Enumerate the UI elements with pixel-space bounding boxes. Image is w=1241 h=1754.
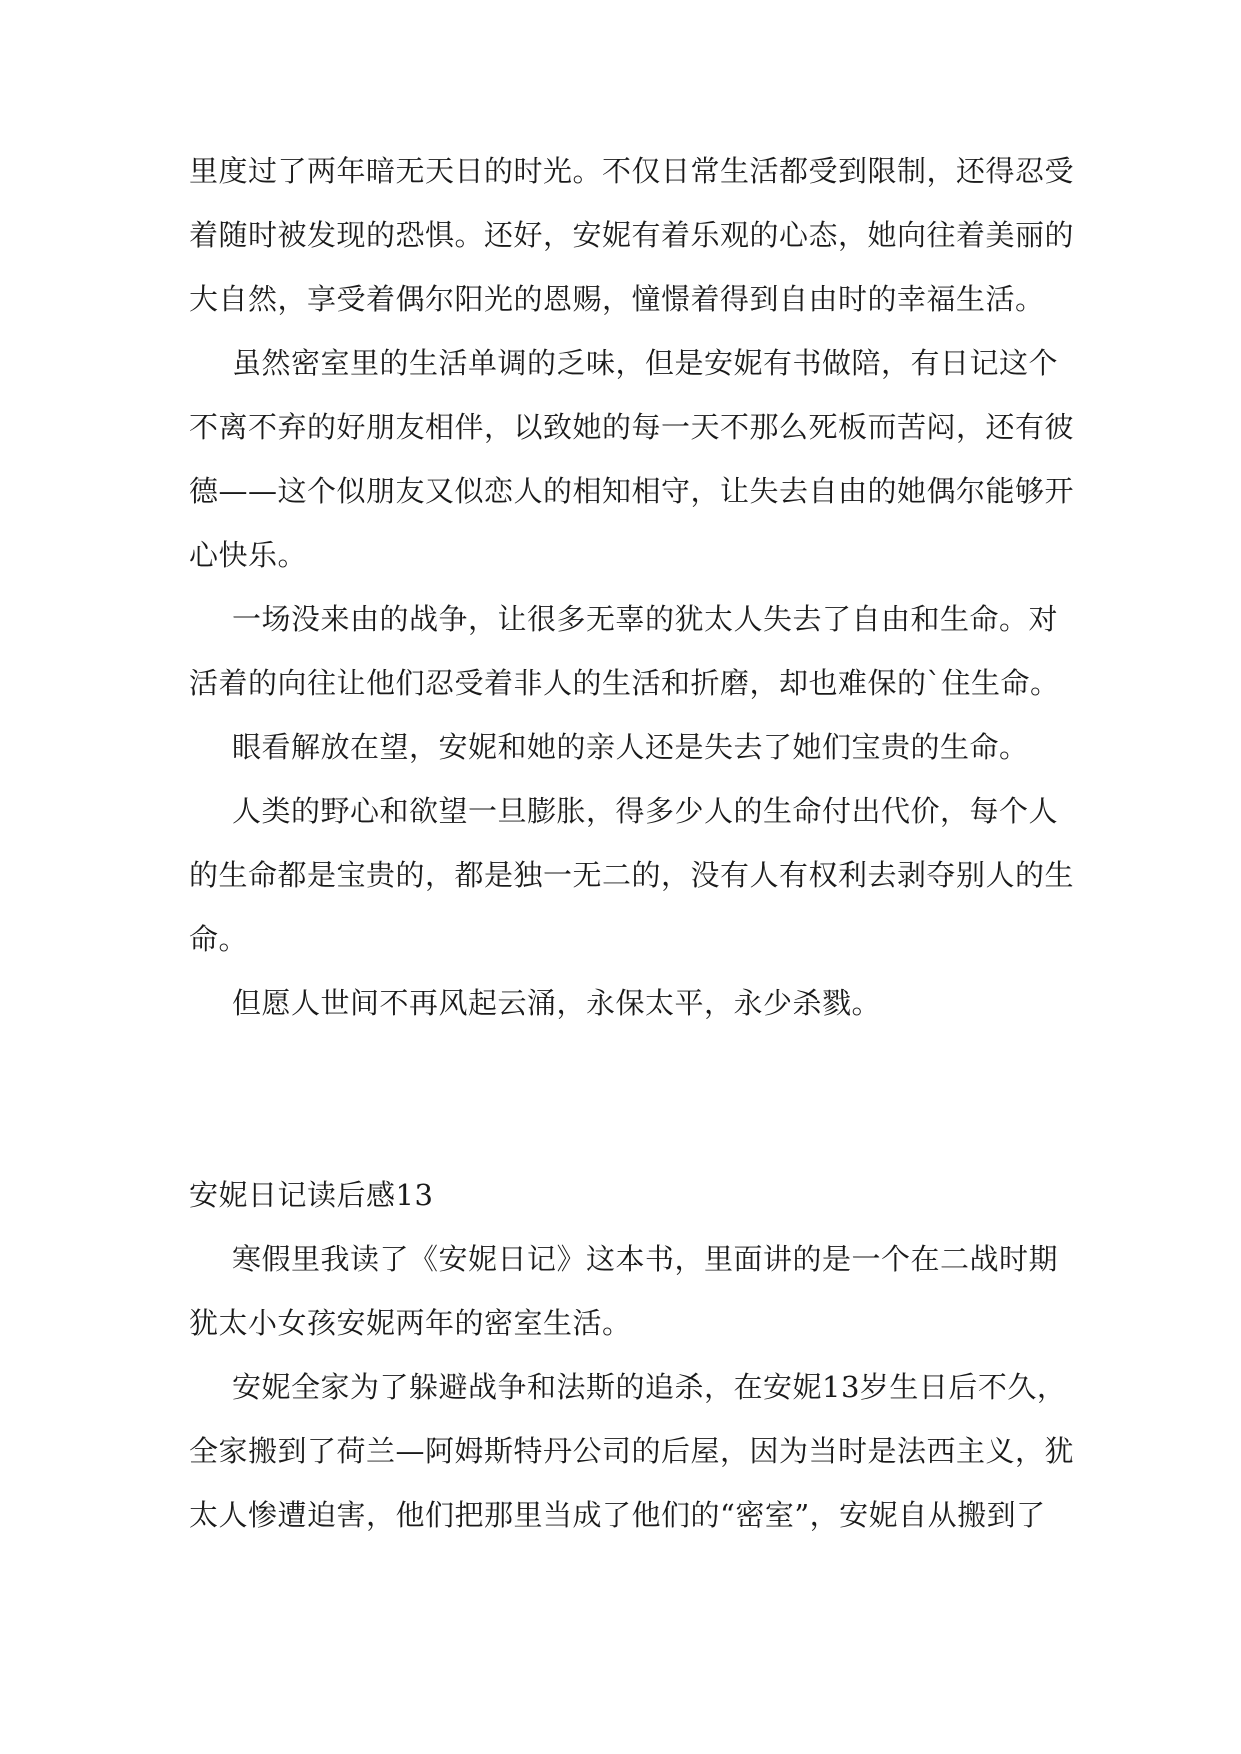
body-text-line: 心快乐。: [189, 538, 308, 572]
paragraph-first-line: 一场没来由的战争，让很多无辜的犹太人失去了自由和生命。对: [232, 602, 1059, 636]
body-text-line: 的生命都是宝贵的，都是独一无二的，没有人有权利去剥夺别人的生: [189, 858, 1075, 892]
body-text-line: 里度过了两年暗无天日的时光。不仅日常生活都受到限制，还得忍受: [189, 154, 1075, 188]
paragraph-first-line: 安妮全家为了躲避战争和法斯的追杀，在安妮13岁生日后不久，: [232, 1370, 1067, 1404]
paragraph-first-line: 眼看解放在望，安妮和她的亲人还是失去了她们宝贵的生命。: [232, 730, 1029, 764]
body-text-line: 活着的向往让他们忍受着非人的生活和折磨，却也难保的`住生命。: [189, 666, 1060, 700]
paragraph-first-line: 人类的野心和欲望一旦膨胀，得多少人的生命付出代价，每个人: [232, 794, 1059, 828]
body-text-line: 全家搬到了荷兰—阿姆斯特丹公司的后屋，因为当时是法西主义，犹: [189, 1434, 1075, 1468]
body-text-line: 命。: [189, 922, 249, 956]
paragraph-first-line: 寒假里我读了《安妮日记》这本书，里面讲的是一个在二战时期: [232, 1242, 1059, 1276]
paragraph-first-line: 但愿人世间不再风起云涌，永保太平，永少杀戮。: [232, 986, 882, 1020]
body-text-line: 着随时被发现的恐惧。还好，安妮有着乐观的心态，她向往着美丽的: [189, 218, 1075, 252]
body-text-line: 大自然，享受着偶尔阳光的恩赐，憧憬着得到自由时的幸福生活。: [189, 282, 1045, 316]
paragraph-first-line: 虽然密室里的生活单调的乏味，但是安妮有书做陪，有日记这个: [232, 346, 1059, 380]
body-text-line: 犹太小女孩安妮两年的密室生活。: [189, 1306, 632, 1340]
body-text-line: 不离不弃的好朋友相伴，以致她的每一天不那么死板而苦闷，还有彼: [189, 410, 1075, 444]
body-text-line: 德——这个似朋友又似恋人的相知相守，让失去自由的她偶尔能够开: [189, 474, 1075, 508]
section-heading: 安妮日记读后感13: [189, 1178, 434, 1212]
body-text-line: 太人惨遭迫害，他们把那里当成了他们的“密室”，安妮自从搬到了: [189, 1498, 1046, 1532]
